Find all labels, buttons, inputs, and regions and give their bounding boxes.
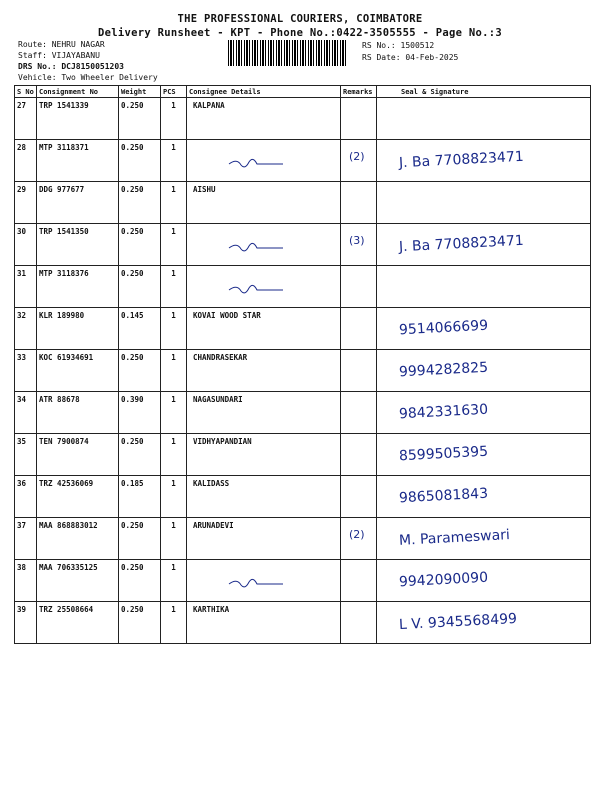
signature-handwriting: L V. 9345568499 xyxy=(398,610,518,634)
weight-value: 0.250 xyxy=(121,563,144,572)
sno-value: 39 xyxy=(17,605,27,614)
pcs-cell xyxy=(161,392,187,434)
sno-cell xyxy=(15,392,37,434)
pcs-cell xyxy=(161,518,187,560)
sno-cell xyxy=(15,224,37,266)
column-header: S No xyxy=(15,86,37,98)
cno-value: KOC 61934691 xyxy=(39,353,94,362)
signature-scribble xyxy=(227,576,287,594)
runsheet-table xyxy=(14,85,591,644)
pcs-value: 1 xyxy=(171,101,176,110)
pcs-value: 1 xyxy=(171,395,176,404)
sno-value: 38 xyxy=(17,563,27,572)
remarks-cell xyxy=(341,308,377,350)
signature-cell xyxy=(377,266,591,308)
pcs-cell xyxy=(161,308,187,350)
table-row xyxy=(15,98,591,140)
cno-value: TEN 7900874 xyxy=(39,437,89,446)
signature-handwriting: 9514066699 xyxy=(398,317,489,339)
signature-handwriting: 9842331630 xyxy=(398,401,489,423)
rs-number: RS No.: 1500512 xyxy=(362,41,435,50)
remarks-cell xyxy=(341,182,377,224)
signature-cell xyxy=(377,182,591,224)
consignee-value: KALIDASS xyxy=(193,479,230,488)
table-row xyxy=(15,182,591,224)
weight-value: 0.250 xyxy=(121,269,144,278)
signature-handwriting: J. Ba 7708823471 xyxy=(398,232,525,256)
weight-value: 0.145 xyxy=(121,311,144,320)
cno-cell xyxy=(37,602,119,644)
remarks-cell xyxy=(341,350,377,392)
signature-cell xyxy=(377,224,591,266)
cno-cell xyxy=(37,182,119,224)
weight-cell xyxy=(119,392,161,434)
weight-value: 0.250 xyxy=(121,437,144,446)
cno-cell xyxy=(37,140,119,182)
consignee-cell xyxy=(187,308,341,350)
pcs-value: 1 xyxy=(171,605,176,614)
weight-value: 0.390 xyxy=(121,395,144,404)
consignee-value: NAGASUNDARI xyxy=(193,395,243,404)
column-header: Weight xyxy=(119,86,161,98)
consignee-cell xyxy=(187,518,341,560)
consignee-cell xyxy=(187,224,341,266)
consignee-cell xyxy=(187,434,341,476)
remarks-cell xyxy=(341,140,377,182)
cno-cell xyxy=(37,560,119,602)
cno-value: TRP 1541350 xyxy=(39,227,89,236)
consignee-cell xyxy=(187,182,341,224)
consignee-cell xyxy=(187,392,341,434)
consignee-value: KOVAI WOOD STAR xyxy=(193,311,261,320)
sno-value: 32 xyxy=(17,311,27,320)
remarks-note: (3) xyxy=(349,234,365,247)
table-row xyxy=(15,308,591,350)
signature-cell xyxy=(377,140,591,182)
table-row xyxy=(15,476,591,518)
pcs-cell xyxy=(161,560,187,602)
runsheet-subtitle: Delivery Runsheet - KPT - Phone No.:0422-3505555 - Page No.:3 xyxy=(98,27,502,39)
table-row xyxy=(15,434,591,476)
signature-scribble xyxy=(227,282,287,300)
pcs-value: 1 xyxy=(171,353,176,362)
weight-cell xyxy=(119,602,161,644)
consignee-cell xyxy=(187,140,341,182)
cno-cell xyxy=(37,392,119,434)
cno-cell xyxy=(37,266,119,308)
weight-cell xyxy=(119,266,161,308)
sno-cell xyxy=(15,476,37,518)
signature-cell xyxy=(377,98,591,140)
sno-cell xyxy=(15,560,37,602)
weight-cell xyxy=(119,434,161,476)
sno-cell xyxy=(15,140,37,182)
remarks-cell xyxy=(341,434,377,476)
company-title: THE PROFESSIONAL COURIERS, COIMBATORE xyxy=(177,13,423,25)
signature-scribble xyxy=(227,240,287,258)
signature-cell xyxy=(377,350,591,392)
sno-value: 35 xyxy=(17,437,27,446)
drs-number: DRS No.: DCJ8150051203 xyxy=(18,62,124,71)
cno-cell xyxy=(37,224,119,266)
signature-scribble xyxy=(227,156,287,174)
cno-value: KLR 189980 xyxy=(39,311,85,320)
remarks-cell xyxy=(341,518,377,560)
consignee-value: AISHU xyxy=(193,185,216,194)
pcs-cell xyxy=(161,140,187,182)
table-row xyxy=(15,602,591,644)
sno-cell xyxy=(15,518,37,560)
signature-cell xyxy=(377,308,591,350)
weight-value: 0.250 xyxy=(121,521,144,530)
staff-label: Staff: VIJAYABANU xyxy=(18,51,100,60)
cno-value: DDG 977677 xyxy=(39,185,85,194)
weight-cell xyxy=(119,98,161,140)
cno-cell xyxy=(37,476,119,518)
signature-handwriting: 9942090090 xyxy=(398,569,489,591)
sno-cell xyxy=(15,434,37,476)
consignee-value: KARTHIKA xyxy=(193,605,230,614)
signature-cell xyxy=(377,476,591,518)
signature-handwriting: J. Ba 7708823471 xyxy=(398,148,525,172)
table-row xyxy=(15,140,591,182)
table-row xyxy=(15,224,591,266)
pcs-cell xyxy=(161,350,187,392)
pcs-cell xyxy=(161,182,187,224)
table-header-row xyxy=(15,86,591,98)
cno-value: MTP 3118371 xyxy=(39,143,89,152)
weight-cell xyxy=(119,518,161,560)
cno-cell xyxy=(37,98,119,140)
remarks-cell xyxy=(341,224,377,266)
consignee-cell xyxy=(187,350,341,392)
remarks-note: (2) xyxy=(349,150,365,163)
signature-cell xyxy=(377,518,591,560)
sno-cell xyxy=(15,266,37,308)
route-label: Route: NEHRU NAGAR xyxy=(18,40,105,49)
pcs-cell xyxy=(161,98,187,140)
pcs-value: 1 xyxy=(171,479,176,488)
table-row xyxy=(15,350,591,392)
remarks-cell xyxy=(341,560,377,602)
pcs-cell xyxy=(161,224,187,266)
pcs-value: 1 xyxy=(171,269,176,278)
cno-value: TRP 1541339 xyxy=(39,101,89,110)
remarks-cell xyxy=(341,266,377,308)
consignee-value: KALPANA xyxy=(193,101,225,110)
consignee-cell xyxy=(187,266,341,308)
sno-value: 28 xyxy=(17,143,27,152)
pcs-cell xyxy=(161,434,187,476)
cno-cell xyxy=(37,518,119,560)
vehicle-label: Vehicle: Two Wheeler Delivery xyxy=(18,73,158,82)
pcs-value: 1 xyxy=(171,185,176,194)
cno-value: MAA 868883012 xyxy=(39,521,98,530)
pcs-value: 1 xyxy=(171,521,176,530)
signature-handwriting: M. Parameswari xyxy=(398,527,511,549)
weight-cell xyxy=(119,182,161,224)
remarks-note: (2) xyxy=(349,528,365,541)
sno-value: 31 xyxy=(17,269,27,278)
signature-cell xyxy=(377,434,591,476)
pcs-value: 1 xyxy=(171,227,176,236)
table-row xyxy=(15,266,591,308)
pcs-cell xyxy=(161,476,187,518)
remarks-cell xyxy=(341,392,377,434)
rs-date: RS Date: 04-Feb-2025 xyxy=(362,53,459,62)
signature-cell xyxy=(377,392,591,434)
consignee-cell xyxy=(187,602,341,644)
sno-value: 29 xyxy=(17,185,27,194)
consignee-value: VIDHYAPANDIAN xyxy=(193,437,252,446)
remarks-cell xyxy=(341,476,377,518)
column-header: PCS xyxy=(161,86,187,98)
consignee-cell xyxy=(187,476,341,518)
signature-handwriting: 9865081843 xyxy=(398,485,489,507)
weight-cell xyxy=(119,140,161,182)
weight-cell xyxy=(119,560,161,602)
column-header: Consignment No xyxy=(37,86,119,98)
sno-value: 37 xyxy=(17,521,27,530)
cno-cell xyxy=(37,350,119,392)
weight-value: 0.250 xyxy=(121,185,144,194)
table-row xyxy=(15,392,591,434)
consignee-value: ARUNADEVI xyxy=(193,521,234,530)
cno-value: TRZ 42536069 xyxy=(39,479,94,488)
remarks-cell xyxy=(341,602,377,644)
sno-value: 34 xyxy=(17,395,27,404)
sno-value: 30 xyxy=(17,227,27,236)
consignee-cell xyxy=(187,98,341,140)
weight-cell xyxy=(119,350,161,392)
column-header: Consignee Details xyxy=(187,86,341,98)
weight-cell xyxy=(119,224,161,266)
signature-handwriting: 9994282825 xyxy=(398,359,489,381)
consignee-cell xyxy=(187,560,341,602)
column-header: Seal & Signature xyxy=(377,86,591,98)
weight-value: 0.250 xyxy=(121,101,144,110)
sno-cell xyxy=(15,182,37,224)
cno-value: MAA 706335125 xyxy=(39,563,98,572)
weight-value: 0.185 xyxy=(121,479,144,488)
sno-cell xyxy=(15,350,37,392)
signature-cell xyxy=(377,560,591,602)
sno-cell xyxy=(15,98,37,140)
sno-cell xyxy=(15,308,37,350)
weight-cell xyxy=(119,476,161,518)
cno-cell xyxy=(37,308,119,350)
weight-cell xyxy=(119,308,161,350)
signature-cell xyxy=(377,602,591,644)
column-header: Remarks xyxy=(341,86,377,98)
pcs-value: 1 xyxy=(171,311,176,320)
pcs-cell xyxy=(161,602,187,644)
cno-value: TRZ 25508664 xyxy=(39,605,94,614)
sno-value: 36 xyxy=(17,479,27,488)
weight-value: 0.250 xyxy=(121,227,144,236)
pcs-cell xyxy=(161,266,187,308)
weight-value: 0.250 xyxy=(121,143,144,152)
sno-value: 27 xyxy=(17,101,27,110)
pcs-value: 1 xyxy=(171,143,176,152)
table-row xyxy=(15,560,591,602)
remarks-cell xyxy=(341,98,377,140)
pcs-value: 1 xyxy=(171,437,176,446)
sno-cell xyxy=(15,602,37,644)
cno-value: ATR 88678 xyxy=(39,395,80,404)
sno-value: 33 xyxy=(17,353,27,362)
weight-value: 0.250 xyxy=(121,353,144,362)
barcode-image xyxy=(228,40,348,66)
consignee-value: CHANDRASEKAR xyxy=(193,353,248,362)
pcs-value: 1 xyxy=(171,563,176,572)
table-row xyxy=(15,518,591,560)
weight-value: 0.250 xyxy=(121,605,144,614)
cno-value: MTP 3118376 xyxy=(39,269,89,278)
cno-cell xyxy=(37,434,119,476)
signature-handwriting: 8599505395 xyxy=(398,443,489,465)
